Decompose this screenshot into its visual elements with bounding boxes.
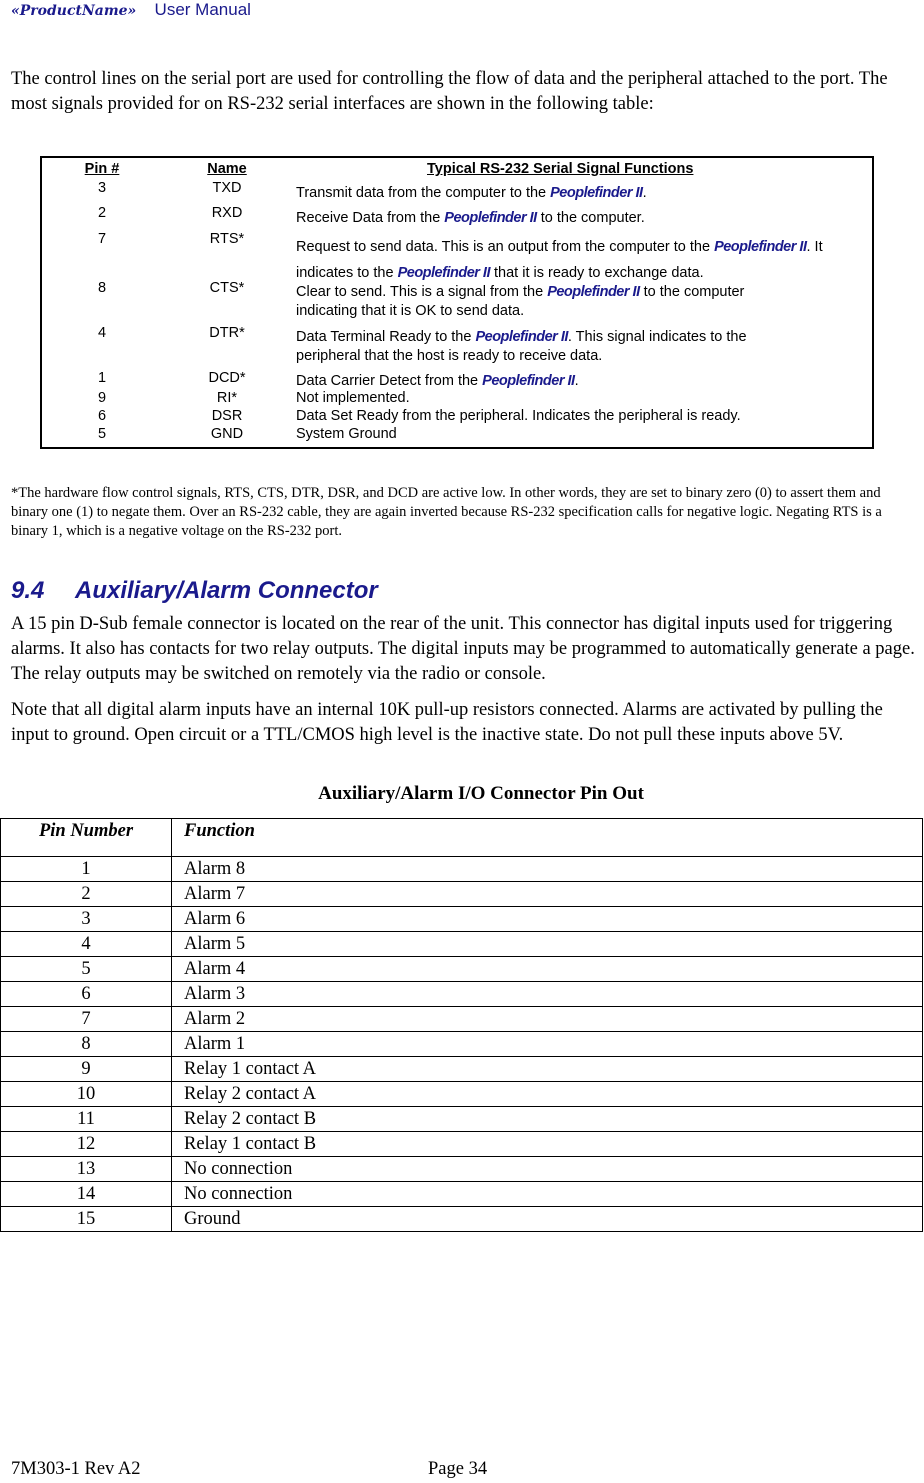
rs232-pin: 9 (97, 390, 107, 406)
pin-number-cell: 13 (1, 1157, 172, 1182)
table-row (1, 1007, 923, 1032)
pin-number-cell: 4 (1, 932, 172, 957)
function-cell: No connection (172, 1157, 923, 1182)
pin-number-cell: 10 (1, 1082, 172, 1107)
rs232-pin: 6 (97, 408, 107, 424)
function-cell: Alarm 1 (172, 1032, 923, 1057)
rs232-desc: Not implemented. (296, 390, 410, 406)
rs232-desc: Receive Data from the Peoplefinder II to the computer. (296, 210, 645, 226)
footnote: *The hardware flow control signals, RTS, CTS, DTR, DSR, and DCD are active low. In other words, they are set to binary zero (0) to assert them and binary one (1) to negate them. Over an RS-232 cable, they are again inverted because RS-232 specification calls for negative logic. Negating RTS is a binary 1, which is a negative voltage on the RS-232 port. (11, 485, 882, 539)
function-cell: Alarm 8 (172, 857, 923, 882)
rs232-desc: Data Set Ready from the peripheral. Indicates the peripheral is ready. (296, 408, 741, 424)
aux-pinout-table (0, 818, 923, 1232)
pin-number-cell: 5 (1, 957, 172, 982)
table-row (1, 1182, 923, 1207)
pin-number-cell: 11 (1, 1107, 172, 1132)
rs232-pin: 4 (97, 325, 107, 341)
rs232-name: DTR* (209, 325, 245, 341)
product-name: Peoplefinder II (444, 210, 537, 226)
function-cell: Ground (172, 1207, 923, 1232)
pin-number-cell: 3 (1, 907, 172, 932)
rs232-header-function: Typical RS-232 Serial Signal Functions (427, 161, 694, 177)
table-row (1, 982, 923, 1007)
rs232-name: TXD (212, 180, 242, 196)
product-name: Peoplefinder II (482, 373, 575, 389)
rs232-pin: 7 (97, 231, 107, 247)
table-header-row (1, 819, 923, 857)
rs232-pin: 5 (97, 426, 107, 442)
rs232-name: GND (210, 426, 244, 442)
footer-doc-id: 7M303-1 Rev A2 (11, 1459, 141, 1479)
rs232-pin: 2 (97, 205, 107, 221)
function-cell: Alarm 4 (172, 957, 923, 982)
rs232-desc: Clear to send. This is a signal from the Peoplefinder II to the computer indicating that it is OK to send data. (296, 284, 745, 319)
rs232-name: RI* (216, 390, 238, 406)
function-cell: Alarm 7 (172, 882, 923, 907)
function-cell: Alarm 5 (172, 932, 923, 957)
manual-title: User Manual (154, 0, 251, 19)
function-cell: Alarm 6 (172, 907, 923, 932)
rs232-desc: Data Carrier Detect from the Peoplefinder II. (296, 373, 579, 389)
rs232-name: DCD* (208, 370, 246, 386)
rs232-signal-table (40, 156, 874, 449)
header-function: Function (172, 819, 923, 857)
table-row (1, 882, 923, 907)
product-name: Peoplefinder II (547, 284, 640, 300)
rs232-pin: 8 (97, 280, 107, 296)
pin-number-cell: 12 (1, 1132, 172, 1157)
table-row (1, 1032, 923, 1057)
function-cell: Relay 1 contact A (172, 1057, 923, 1082)
table-row (1, 907, 923, 932)
rs232-header-name: Name (207, 161, 247, 177)
table-row (1, 1057, 923, 1082)
function-cell: Alarm 2 (172, 1007, 923, 1032)
table-row (1, 857, 923, 882)
pin-number-cell: 6 (1, 982, 172, 1007)
rs232-pin: 3 (97, 180, 107, 196)
header-pin-number: Pin Number (1, 819, 172, 857)
rs232-desc: Transmit data from the computer to the Peoplefinder II. (296, 185, 647, 201)
pin-number-cell: 7 (1, 1007, 172, 1032)
pin-number-cell: 15 (1, 1207, 172, 1232)
pin-number-cell: 14 (1, 1182, 172, 1207)
rs232-name: DSR (211, 408, 243, 424)
table-row (1, 957, 923, 982)
table-row (1, 932, 923, 957)
pin-number-cell: 1 (1, 857, 172, 882)
product-name: Peoplefinder II (714, 239, 807, 255)
product-name-placeholder: «ProductName» (11, 3, 137, 19)
product-name: Peoplefinder II (475, 329, 568, 345)
table-row (1, 1132, 923, 1157)
function-cell: Relay 1 contact B (172, 1132, 923, 1157)
product-name: Peoplefinder II (550, 185, 643, 201)
rs232-name: RTS* (209, 231, 245, 247)
function-cell: Alarm 3 (172, 982, 923, 1007)
section-number: 9.4 (11, 577, 45, 604)
pullup-note-paragraph: Note that all digital alarm inputs have an internal 10K pull-up resistors connected. Alarms are activated by pulling the input to ground. Open circuit or a TTL/CMOS high level is the inactive state. Do not pull these inputs above 5V. (11, 700, 883, 745)
rs232-desc: Data Terminal Ready to the Peoplefinder II. This signal indicates to the peripheral that the host is ready to receive data. (296, 329, 747, 364)
rs232-desc: Request to send data. This is an output from the computer to the Peoplefinder II. It indicates to the Peoplefinder II that it is ready to exchange data. (296, 239, 823, 281)
rs232-name: CTS* (209, 280, 245, 296)
rs232-name: RXD (211, 205, 243, 221)
table-row (1, 1107, 923, 1132)
function-cell: No connection (172, 1182, 923, 1207)
pin-number-cell: 8 (1, 1032, 172, 1057)
rs232-desc: System Ground (296, 426, 397, 442)
table-row (1, 1082, 923, 1107)
function-cell: Relay 2 contact A (172, 1082, 923, 1107)
rs232-pin: 1 (97, 370, 107, 386)
connector-paragraph: A 15 pin D-Sub female connector is located on the rear of the unit. This connector has digital inputs used for triggering alarms. It also has contacts for two relay outputs. The digital inputs may be programmed to automatically generate a page. The relay outputs may be switched on remotely via the radio or console. (11, 614, 915, 684)
table-caption: Auxiliary/Alarm I/O Connector Pin Out (318, 783, 644, 804)
intro-paragraph: The control lines on the serial port are used for controlling the flow of data and the peripheral attached to the port. The most signals provided for on RS-232 serial interfaces are shown in the following table: (11, 69, 888, 114)
product-name: Peoplefinder II (397, 265, 490, 281)
table-row (1, 1207, 923, 1232)
section-title: Auxiliary/Alarm Connector (75, 577, 378, 604)
page-header (11, 0, 251, 20)
pin-number-cell: 2 (1, 882, 172, 907)
table-row (1, 1157, 923, 1182)
section-heading (11, 577, 378, 605)
pin-number-cell: 9 (1, 1057, 172, 1082)
rs232-header-pin: Pin # (84, 161, 120, 177)
function-cell: Relay 2 contact B (172, 1107, 923, 1132)
footer-page-number: Page 34 (428, 1459, 488, 1479)
